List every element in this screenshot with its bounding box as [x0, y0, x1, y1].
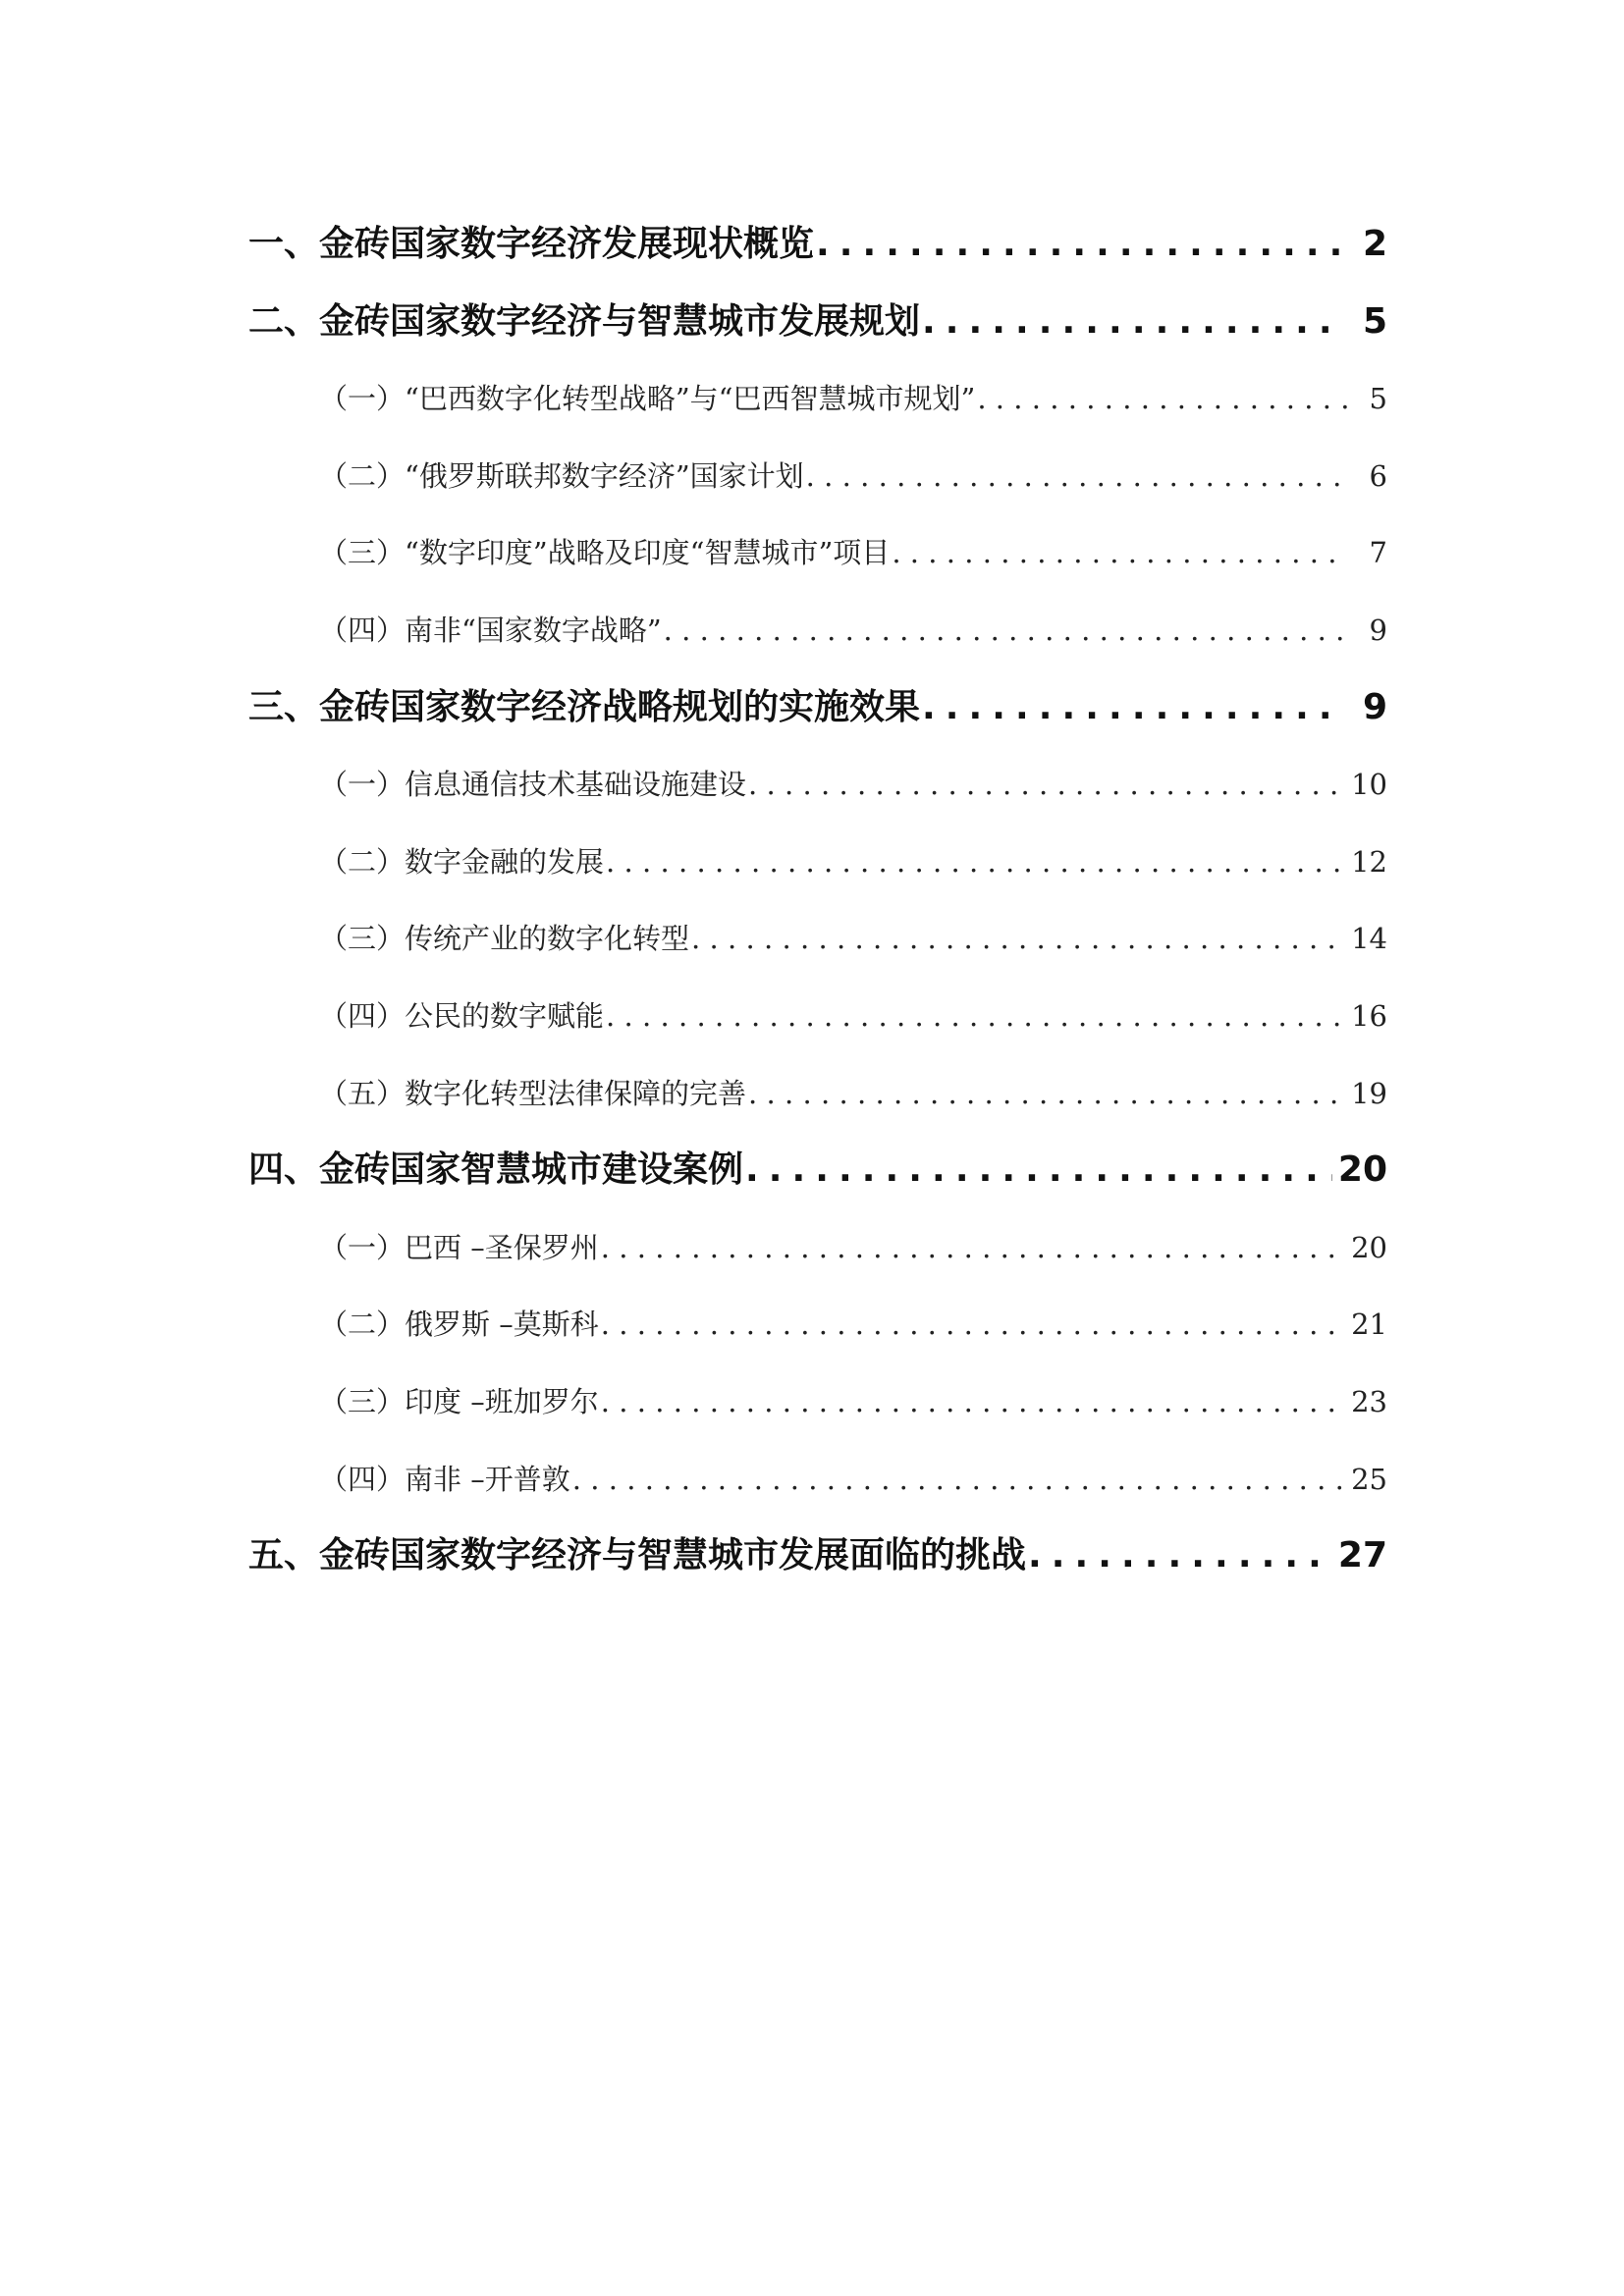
toc-subentry[interactable] [248, 360, 1387, 438]
toc-entry-page: 6 [1369, 458, 1387, 493]
toc-entry-page: 12 [1351, 844, 1387, 879]
toc-entry-page: 2 [1362, 224, 1387, 264]
dot-leader [816, 206, 1342, 284]
toc-entry[interactable] [248, 1518, 1387, 1595]
toc-entry-page: 9 [1369, 613, 1387, 647]
toc-entry[interactable] [248, 1132, 1387, 1209]
toc-entry-page: 10 [1351, 768, 1387, 802]
toc-subentry[interactable] [248, 438, 1387, 515]
dot-leader [691, 900, 1345, 978]
toc-subentry[interactable] [248, 1055, 1387, 1133]
toc-entry-title: （三）印度 –班加罗尔 [319, 1384, 599, 1418]
dot-leader [1028, 1518, 1332, 1595]
toc-entry-page: 20 [1351, 1230, 1387, 1264]
toc-entry[interactable] [248, 206, 1387, 284]
table-of-contents [248, 206, 1387, 1595]
toc-entry-title: （一）“巴西数字化转型战略”与“巴西智慧城市规划” [319, 382, 976, 416]
toc-subentry[interactable] [248, 1209, 1387, 1287]
dot-leader [922, 284, 1342, 361]
toc-entry-title: （一）巴西 –圣保罗州 [319, 1230, 599, 1264]
dot-leader [664, 592, 1348, 669]
toc-entry-title: （二）俄罗斯 –莫斯科 [319, 1308, 599, 1342]
dot-leader [748, 1055, 1345, 1133]
toc-entry-title: 四、金砖国家智慧城市建设案例 [248, 1149, 744, 1191]
toc-entry-page: 5 [1369, 382, 1387, 416]
toc-subentry[interactable] [248, 900, 1387, 978]
toc-subentry[interactable] [248, 746, 1387, 824]
toc-entry-page: 21 [1351, 1308, 1387, 1342]
toc-entry-page: 27 [1337, 1535, 1387, 1576]
toc-entry-title: （二）“俄罗斯联邦数字经济”国家计划 [319, 458, 804, 493]
toc-entry-page: 20 [1337, 1149, 1387, 1191]
toc-entry-title: （四）南非“国家数字战略” [319, 613, 662, 647]
toc-entry-page: 9 [1362, 686, 1387, 727]
toc-entry-title: （一）信息通信技术基础设施建设 [319, 768, 747, 802]
toc-entry-title: 三、金砖国家数字经济战略规划的实施效果 [248, 686, 921, 727]
toc-subentry[interactable] [248, 1441, 1387, 1519]
dot-leader [601, 1209, 1345, 1287]
dot-leader [601, 1363, 1345, 1441]
toc-subentry[interactable] [248, 514, 1387, 592]
toc-entry-page: 19 [1351, 1076, 1387, 1110]
toc-entry-page: 5 [1362, 300, 1387, 342]
toc-entry[interactable] [248, 284, 1387, 361]
toc-entry-title: 二、金砖国家数字经济与智慧城市发展规划 [248, 300, 921, 342]
toc-entry-title: （四）公民的数字赋能 [319, 998, 605, 1033]
toc-entry-page: 25 [1351, 1462, 1387, 1496]
toc-entry-title: （二）数字金融的发展 [319, 844, 605, 879]
toc-subentry[interactable] [248, 1363, 1387, 1441]
toc-entry-page: 16 [1351, 998, 1387, 1033]
dot-leader [806, 438, 1348, 515]
dot-leader [601, 1286, 1345, 1363]
dot-leader [748, 746, 1345, 824]
toc-entry-page: 7 [1369, 536, 1387, 570]
toc-entry-title: 一、金砖国家数字经济发展现状概览 [248, 224, 815, 264]
toc-entry-title: （四）南非 –开普敦 [319, 1462, 570, 1496]
toc-subentry[interactable] [248, 1286, 1387, 1363]
dot-leader [745, 1132, 1332, 1209]
dot-leader [572, 1441, 1345, 1519]
toc-entry-page: 23 [1351, 1384, 1387, 1418]
toc-entry-page: 14 [1351, 922, 1387, 956]
toc-entry-title: （五）数字化转型法律保障的完善 [319, 1076, 747, 1110]
dot-leader [606, 824, 1345, 901]
dot-leader [606, 978, 1345, 1055]
dot-leader [892, 514, 1348, 592]
toc-entry[interactable] [248, 669, 1387, 747]
dot-leader [922, 669, 1342, 747]
toc-subentry[interactable] [248, 592, 1387, 669]
toc-subentry[interactable] [248, 824, 1387, 901]
toc-entry-title: （三）传统产业的数字化转型 [319, 922, 690, 956]
toc-entry-title: 五、金砖国家数字经济与智慧城市发展面临的挑战 [248, 1535, 1027, 1576]
toc-entry-title: （三）“数字印度”战略及印度“智慧城市”项目 [319, 536, 891, 570]
dot-leader [977, 360, 1348, 438]
toc-subentry[interactable] [248, 978, 1387, 1055]
